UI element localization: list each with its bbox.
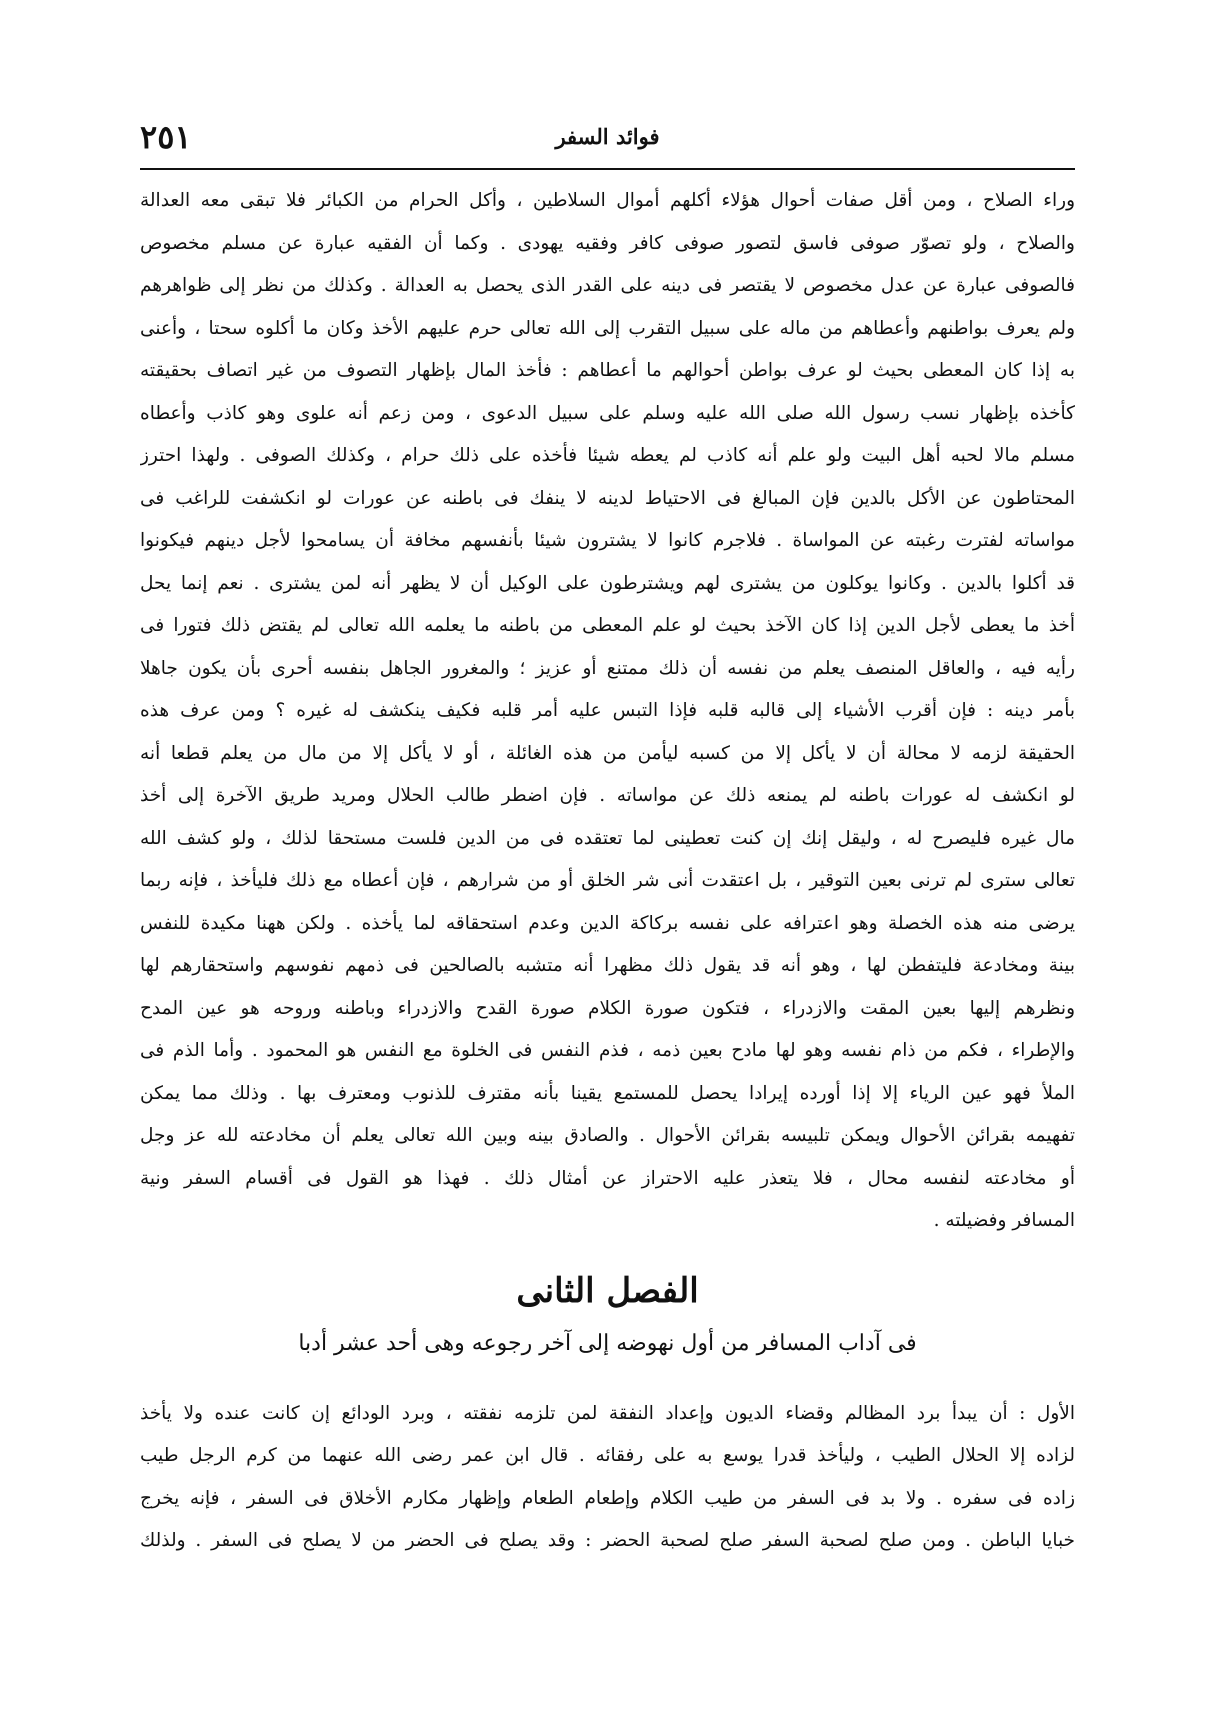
text-line: مال غيره فليصرح له ، وليقل إنك إن كنت تعطينى لما تعتقده فى من الدين فلست مستحقا لذلك ، ولو كشف الله xyxy=(140,827,1075,849)
text-line: لزاده إلا الحلال الطيب ، وليأخذ قدرا يوسع به على رفقائه . قال ابن عمر رضى الله عنهما من كرم الرجل طيب xyxy=(140,1445,1075,1466)
text-line: لو انكشف له عورات باطنه لم يمنعه ذلك عن مواساته . فإن اضطر طالب الحلال ومريد طريق الآخرة إلى أخذ xyxy=(140,785,1075,806)
text-line: فالصوفى عبارة عن عدل مخصوص لا يقتصر فى دينه على القدر الذى يحصل به العدالة . وكذلك من نظر إلى ظواهرهم xyxy=(140,275,1075,296)
text-line: أو مخادعته لنفسه محال ، فلا يتعذر عليه الاحتراز عن أمثال ذلك . فهذا هو القول فى أقسام السفر ونية xyxy=(140,1167,1075,1189)
text-line: بينة ومخادعة فليتفطن لها ، وهو أنه قد يقول ذلك مظهرا أنه متشبه بالصالحين فى ذمهم نفوسهم واستحقارهم لها xyxy=(140,955,1075,976)
text-line: ونظرهم إليها بعين المقت والازدراء ، فتكون صورة الكلام صورة القدح والازدراء وباطنه وروحه هو عين المدح xyxy=(140,997,1075,1019)
text-line: بأمر دينه : فإن أقرب الأشياء إلى قالبه قلبه فإذا التبس عليه أمر قلبه فكيف ينكشف له غيره ؟ ومن عرف هذه xyxy=(140,700,1075,721)
text-line: والإطراء ، فكم من ذام نفسه وهو لها مادح بعين ذمه ، فذم النفس فى الخلوة مع النفس هو المحمود . وأما الذم فى xyxy=(140,1040,1075,1061)
chapter-title: الفصل الثانى xyxy=(516,1270,699,1311)
text-line: والصلاح ، ولو تصوّر صوفى فاسق لتصور صوفى كافر وفقيه يهودى . وكما أن الفقيه عبارة عن مسلم مخصوص xyxy=(140,232,1075,254)
text-line: المحتاطون عن الأكل بالدين فإن المبالغ فى الاحتياط لدينه لا ينفك فى باطنه عن عورات لو انكشفت للراغب فى xyxy=(140,487,1075,509)
paragraph-2 xyxy=(140,1393,1075,1563)
text-line: ولم يعرف بواطنهم وأعطاهم من ماله على سبيل التقرب إلى الله تعالى حرم عليهم الأخذ وكان ما أكلوه سحتا ، وأعنى xyxy=(140,317,1075,339)
text-line: زاده فى سفره . ولا بد فى السفر من طيب الكلام وإطعام الطعام وإظهار مكارم الأخلاق فى السفر ، فإنه يخرج xyxy=(140,1487,1075,1509)
text-line: قد أكلوا بالدين . وكانوا يوكلون من يشترى لهم ويشترطون على الوكيل أن لا يظهر أنه لمن يشترى . نعم إنما يحل xyxy=(140,572,1075,594)
book-page xyxy=(140,118,1075,1563)
text-line: كأخذه بإظهار نسب رسول الله صلى الله عليه وسلم على سبيل الدعوى ، ومن زعم أنه علوى وهو كاذب وأعطاه xyxy=(140,402,1075,424)
text-line: الحقيقة لزمه لا محالة أن لا يأكل إلا من كسبه ليأمن من هذه الغائلة ، أو لا يأكل إلا من مال من يعلم قطعا أنه xyxy=(140,742,1075,764)
text-line: تعالى سترى لم ترنى بعين التوقير ، بل اعتقدت أنى شر الخلق أو من شرارهم ، فإن أعطاه مع ذلك فليأخذ ، فإنه ربما xyxy=(140,870,1075,891)
page-number: ٢٥١ xyxy=(140,118,192,156)
text-line: تفهيمه بقرائن الأحوال ويمكن تلبيسه بقرائن الأحوال . والصادق بينه وبين الله تعالى يعلم أن مخادعته لله عز وجل xyxy=(140,1125,1075,1146)
text-line: به إذا كان المعطى بحيث لو عرف بواطن أحوالهم ما أعطاهم : فأخذ المال بإظهار التصوف من غير اتصاف بحقيقته xyxy=(140,360,1075,381)
text-line: أخذ ما يعطى لأجل الدين إذا كان الآخذ بحيث لو علم المعطى من باطنه ما يعلمه الله تعالى لم يقتض ذلك فتورا فى xyxy=(140,615,1075,636)
text-line: المسافر وفضيلته . xyxy=(933,1210,1075,1231)
text-line: الملأ فهو عين الرياء إلا إذا أورده إيرادا يحصل للمستمع يقينا بأنه مقترف للذنوب ومعترف بها . وذلك مما يمكن xyxy=(140,1082,1075,1104)
header-rule xyxy=(140,168,1075,170)
text-line: خبايا الباطن . ومن صلح لصحبة السفر صلح لصحبة الحضر : وقد يصلح فى الحضر من لا يصلح فى السفر . ولذلك xyxy=(140,1530,1075,1551)
text-line: يرضى منه هذه الخصلة وهو اعترافه على نفسه بركاكة الدين وعدم استحقاقه لما يأخذه . ولكن ههنا مكيدة للنفس xyxy=(140,912,1075,934)
text-line: رأيه فيه ، والعاقل المنصف يعلم من نفسه أن ذلك ممتنع أو عزيز ؛ والمغرور الجاهل بنفسه أحرى بأن يكون جاهلا xyxy=(140,657,1075,679)
text-line: الأول : أن يبدأ برد المظالم وقضاء الديون وإعداد النفقة لمن تلزمه نفقته ، وبرد الودائع إن كانت عنده ولا يأخذ xyxy=(140,1402,1075,1424)
text-line: مواساته لفترت رغبته عن المواساة . فلاجرم كانوا لا يشترون شيئا بأنفسهم مخافة أن يسامحوا لأجل دينهم فيكونوا xyxy=(140,530,1075,551)
running-title: فوائد السفر xyxy=(555,124,660,149)
page-header xyxy=(140,118,1075,170)
text-line: وراء الصلاح ، ومن أقل صفات أحوال هؤلاء أكلهم أموال السلاطين ، وأكل الحرام من الكبائر فلا تبقى معه العدالة xyxy=(140,190,1075,211)
text-line: مسلم مالا لحبه أهل البيت ولو علم أنه كاذب لم يعطه شيئا فأخذه على ذلك حرام ، وكذلك الصوفى . ولهذا احترز xyxy=(140,445,1075,466)
paragraph-1 xyxy=(140,180,1075,1243)
chapter-subtitle: فى آداب المسافر من أول نهوضه إلى آخر رجوعه وهى أحد عشر أدبا xyxy=(298,1330,917,1356)
